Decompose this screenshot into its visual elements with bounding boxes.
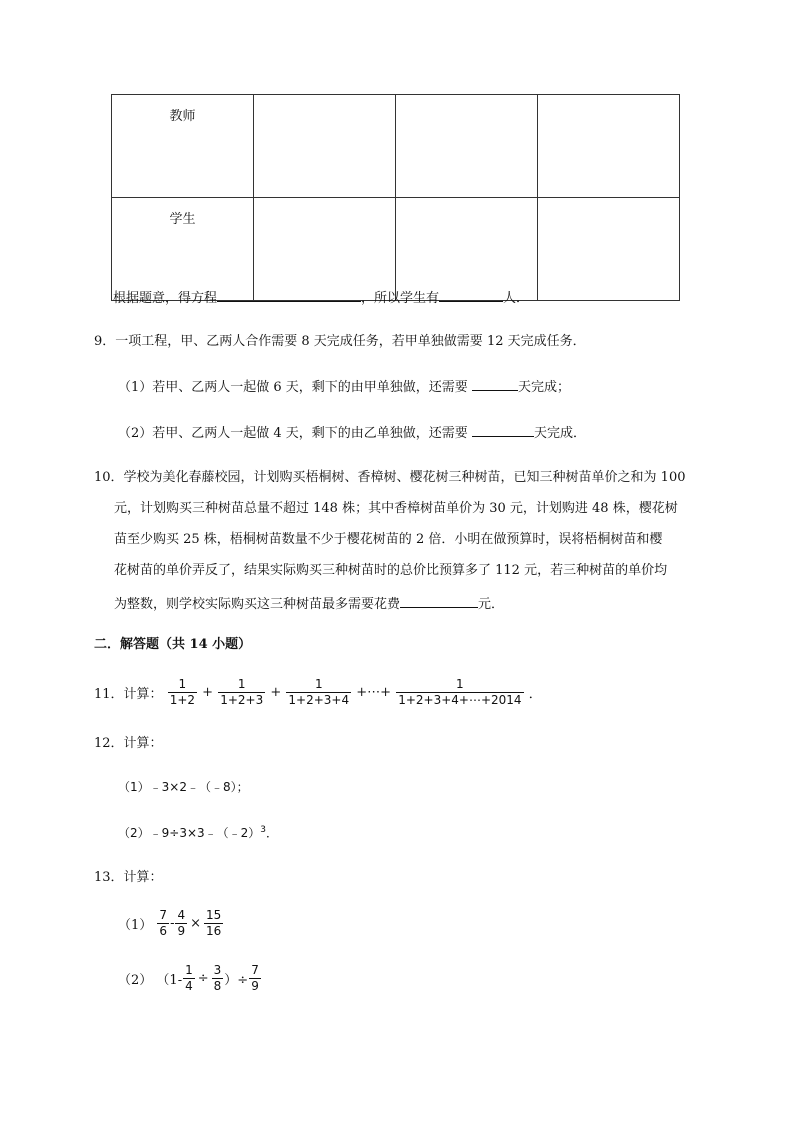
q10-line4: 花树苗的单价弄反了，结果实际购买三种树苗时的总价比预算多了 112 元，若三种树苗的单价均: [114, 563, 668, 578]
table-cell: [396, 95, 538, 198]
ellipsis-plus: +⋯+: [356, 685, 392, 700]
section-heading: 二．解答题（共 14 小题）: [94, 637, 252, 652]
denominator: 9: [251, 979, 259, 993]
q9-part1-blank[interactable]: [472, 378, 518, 391]
fraction: [204, 908, 223, 939]
denominator: 1+2+3+4: [288, 693, 350, 707]
numerator: 4: [177, 908, 186, 922]
close-paren-divide: ）÷: [224, 973, 249, 988]
open-paren: （1-: [156, 973, 183, 988]
q9-part2-suffix: 天完成．: [533, 426, 586, 441]
q11-fraction-2: [218, 677, 265, 708]
denominator: 16: [206, 924, 222, 938]
q9-part1-prefix: （1）若甲、乙两人一起做 6 天，剩下的由甲单独做，还需要: [118, 380, 468, 395]
fraction: [212, 963, 224, 994]
fraction: [157, 908, 169, 939]
denominator: 8: [213, 979, 222, 993]
q8-middle: ，所以学生有: [361, 291, 440, 306]
q10-line2: 元，计划购买三种树苗总量不超过 148 株；其中香樟树苗单价为 30 元，计划购进 48 株，樱花树: [114, 501, 678, 516]
q12-part1: （1）﹣3×2﹣（﹣8）；: [118, 780, 249, 794]
table-row: [112, 198, 680, 301]
row-label-student: 学生: [112, 198, 254, 301]
q10-line5: [114, 595, 504, 611]
numerator: 1: [286, 677, 351, 693]
q9-part2: [118, 424, 586, 440]
table-row: [112, 95, 680, 198]
q8-equation-line: [113, 289, 529, 305]
q10-line5-suffix: 元．: [478, 597, 505, 612]
q10-line5-prefix: 为整数，则学校实际购买这三种树苗最多需要花费: [114, 597, 401, 612]
q9-part2-prefix: （2）若甲、乙两人一起做 4 天，剩下的由乙单独做，还需要: [118, 426, 468, 441]
q9-stem: 9．一项工程，甲、乙两人合作需要 8 天完成任务，若甲单独做需要 12 天完成任务．: [94, 334, 586, 349]
denominator: 1+2: [169, 693, 196, 707]
numerator: 1: [396, 677, 523, 693]
numerator: 15: [206, 908, 222, 922]
table-cell: [538, 95, 680, 198]
q8-suffix: 人．: [503, 291, 530, 306]
denominator: 1+2+3: [220, 693, 264, 707]
q13-part1-label: （1）: [118, 918, 153, 933]
q12-part2-end: ．: [266, 826, 279, 840]
q12-part2-expr: （2）﹣9÷3×3﹣（﹣2）: [118, 826, 261, 840]
q12-part2: [118, 826, 278, 839]
numerator: 1: [168, 677, 197, 693]
q13-part2: [118, 963, 262, 994]
q11-label: 11．计算：: [94, 687, 163, 702]
denominator: 6: [159, 924, 168, 938]
denominator: 9: [177, 924, 186, 938]
q12-label: 12．计算：: [94, 736, 163, 751]
fraction: [175, 908, 187, 939]
numerator: 1: [218, 677, 265, 693]
table-cell: [396, 198, 538, 301]
q13-part2-label: （2）: [118, 973, 153, 988]
numerator: 1: [185, 963, 193, 977]
student-count-blank[interactable]: [439, 289, 503, 302]
denominator: 1+2+3+4+⋯+2014: [398, 693, 522, 707]
q11-fraction-1: [168, 677, 197, 708]
minus-sign: -: [170, 916, 175, 931]
equation-blank[interactable]: [217, 289, 361, 302]
table-cell: [254, 95, 396, 198]
fraction: [249, 963, 261, 994]
q10-line3: 苗至少购买 25 株，梧桐树苗数量不少于樱花树苗的 2 倍．小明在做预算时，误将梧桐树苗和樱: [114, 532, 663, 547]
q8-prefix: 根据题意，得方程: [113, 291, 218, 306]
denominator: 4: [185, 979, 193, 993]
q11-end: ．: [528, 687, 542, 702]
q9-part1-suffix: 天完成；: [517, 380, 570, 395]
q10-line1: 10．学校为美化春藤校园，计划购买梧桐树、香樟树、樱花树三种树苗，已知三种树苗单价之和为 100: [94, 470, 686, 485]
table-cell: [254, 198, 396, 301]
divide-sign: ÷: [197, 971, 209, 986]
q9-part1: [118, 378, 570, 394]
q11-fraction-4: [396, 677, 523, 708]
plus-sign: +: [202, 685, 214, 700]
numerator: 7: [159, 908, 168, 922]
plus-sign: +: [270, 685, 282, 700]
q9-part2-blank[interactable]: [472, 424, 534, 437]
times-sign: ×: [190, 916, 202, 931]
row-label-teacher: 教师: [112, 95, 254, 198]
answer-table: [111, 94, 680, 301]
q10-cost-blank[interactable]: [400, 595, 478, 608]
exponent: 3: [260, 825, 267, 835]
q11-fraction-3: [286, 677, 351, 708]
q13-label: 13．计算：: [94, 870, 163, 885]
numerator: 7: [251, 963, 259, 977]
q13-part1: [118, 908, 224, 939]
numerator: 3: [213, 963, 222, 977]
table-cell: [538, 198, 680, 301]
q11: [94, 677, 542, 708]
fraction: [183, 963, 195, 994]
